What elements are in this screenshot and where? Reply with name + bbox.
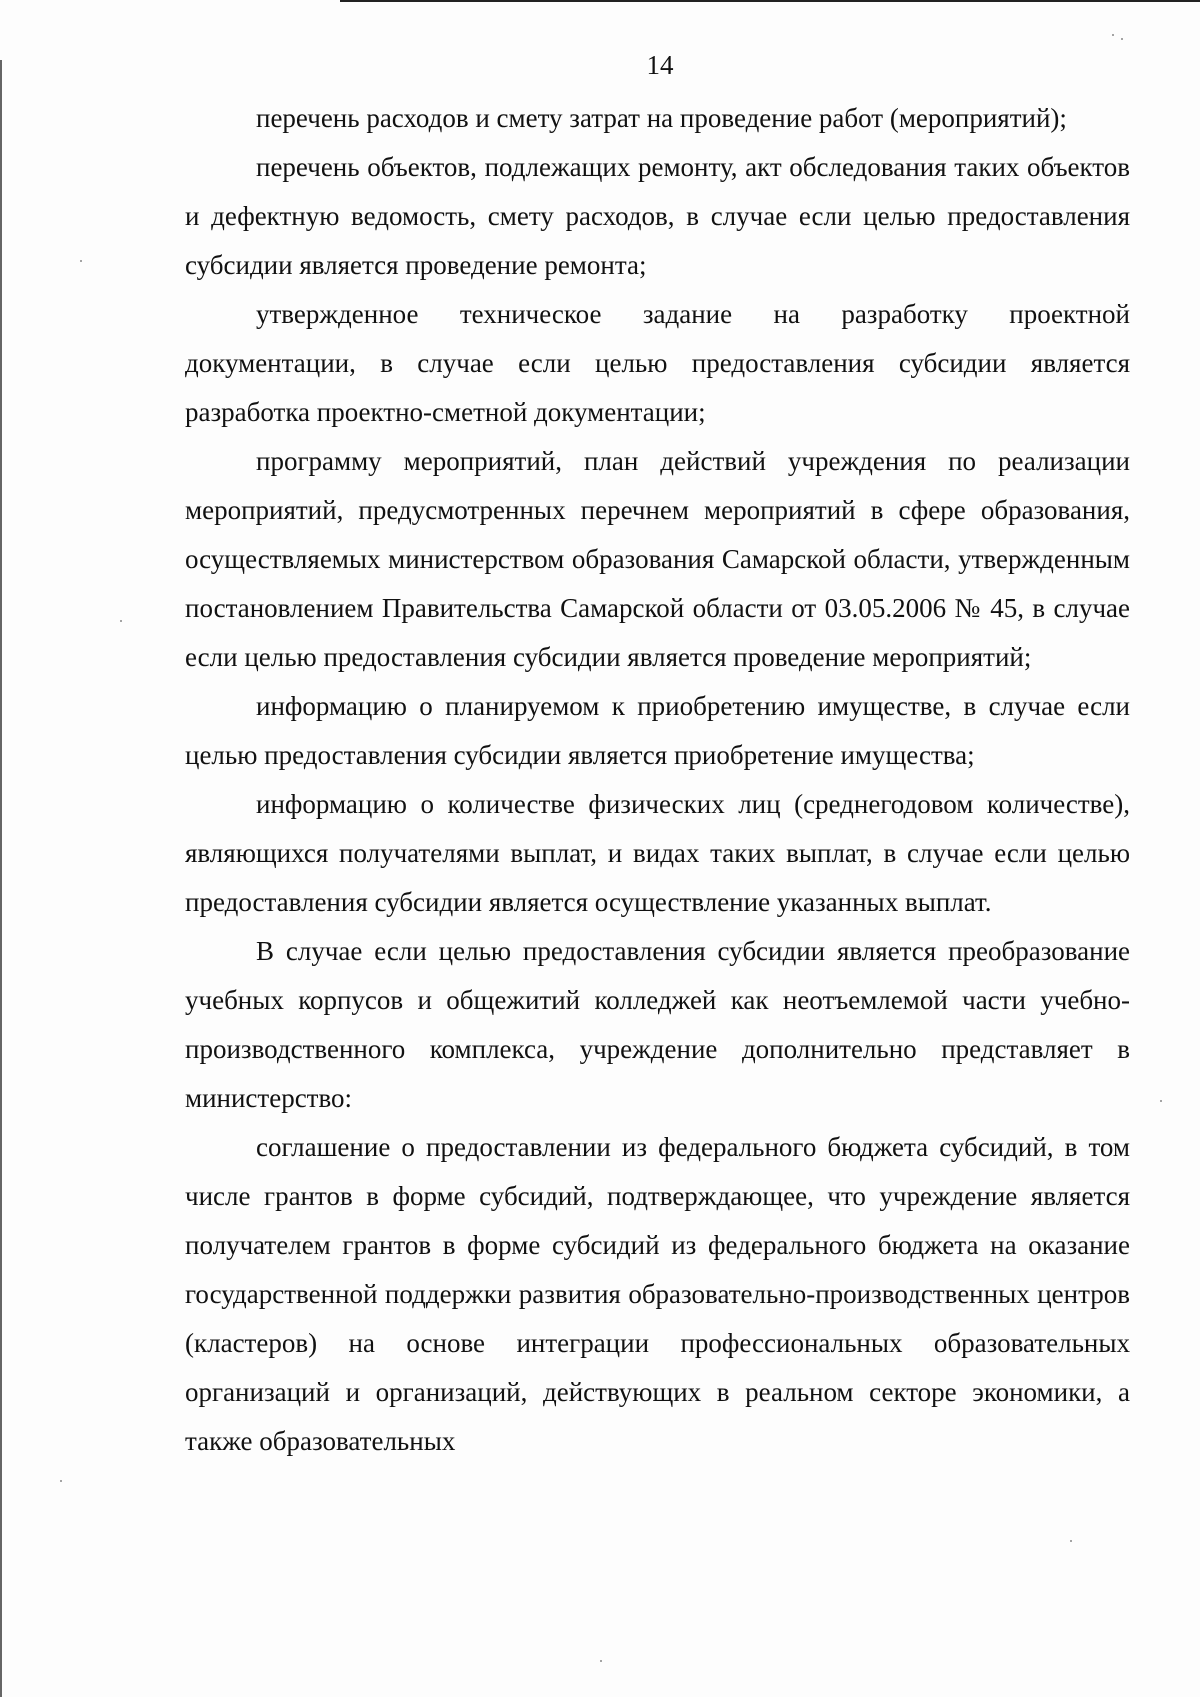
document-body bbox=[185, 94, 1130, 1466]
scan-speck bbox=[1121, 38, 1123, 40]
paragraph-college-conversion: В случае если целью предоставления субсидии является преобразование учебных корпусов и общежитий колледжей как неотъемлемой части учебно-производственного комплекса, учреждение дополнительно представляет в министерство: bbox=[185, 936, 1130, 1113]
paragraph-repair-objects: перечень объектов, подлежащих ремонту, акт обследования таких объектов и дефектную ведомость, смету расходов, в случае если целью предоставления субсидии является проведение ремонта; bbox=[185, 152, 1130, 280]
paragraph-payments-info: информацию о количестве физических лиц (среднегодовом количестве), являющихся получателями выплат, и видах таких выплат, в случае если целью предоставления субсидии является осуществление указанных выплат. bbox=[185, 789, 1130, 917]
scan-speck bbox=[1070, 1540, 1072, 1542]
scan-speck bbox=[60, 1480, 62, 1482]
top-border-line bbox=[340, 0, 1200, 2]
paragraph-event-program: программу мероприятий, план действий учреждения по реализации мероприятий, предусмотренных перечнем мероприятий в сфере образования, осуществляемых министерством образования Самарской области, утвержденным постановлением Правительства Самарской области от 03.05.2006 № 45, в случае если целью предоставления субсидии является проведение мероприятий; bbox=[185, 446, 1130, 672]
paragraph-federal-agreement: соглашение о предоставлении из федерального бюджета субсидий, в том числе грантов в форме субсидий, подтверждающее, что учреждение является получателем грантов в форме субсидий из федерального бюджета на оказание государственной поддержки развития образовательно-производственных центров (кластеров) на основе интеграции профессиональных образовательных организаций и организаций, действующих в реальном секторе экономики, а также образовательных bbox=[185, 1132, 1130, 1456]
left-border-line bbox=[0, 60, 2, 1697]
scan-speck bbox=[600, 1660, 602, 1662]
paragraph-technical-task: утвержденное техническое задание на разработку проектной документации, в случае если целью предоставления субсидии является разработка проектно-сметной документации; bbox=[185, 299, 1130, 427]
paragraph-expense-list: перечень расходов и смету затрат на проведение работ (мероприятий); bbox=[256, 103, 1067, 133]
page-number: 14 bbox=[646, 50, 674, 80]
scan-speck bbox=[1112, 34, 1114, 36]
paragraph-property-info: информацию о планируемом к приобретению имуществе, в случае если целью предоставления субсидии является приобретение имущества; bbox=[185, 691, 1130, 770]
scan-speck bbox=[120, 620, 122, 622]
scan-speck bbox=[80, 260, 82, 262]
scan-speck bbox=[1160, 1100, 1162, 1102]
